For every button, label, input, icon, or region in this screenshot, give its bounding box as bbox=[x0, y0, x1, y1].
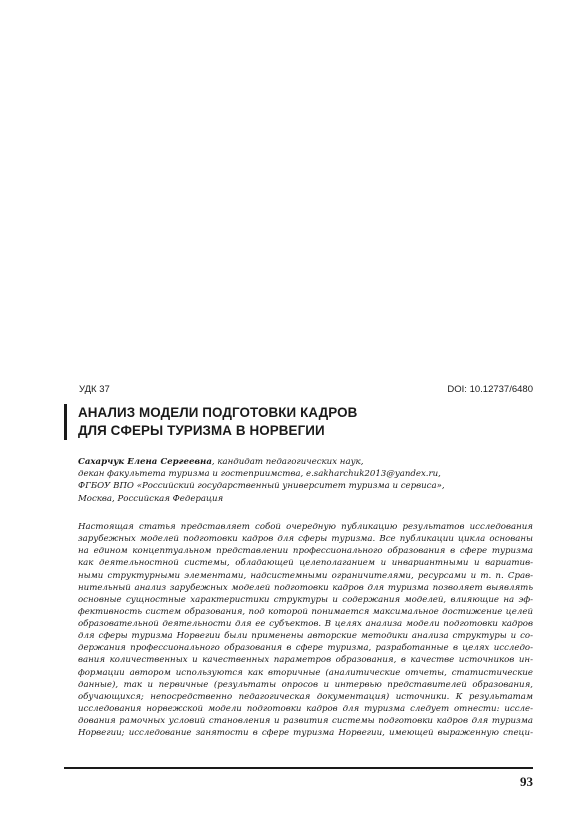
abstract-line: обучающихся; непосредственно педагогическая документация) источники. К результатам bbox=[78, 691, 533, 702]
abstract-line: Настоящая статья представляет собой очередную публикацию результатов исследования bbox=[78, 522, 533, 532]
abstract-line: Норвегии; исследование занятости в сфере туризма Норвегии, имеющей выраженную специ- bbox=[78, 728, 533, 739]
abstract-line: вания количественных и качественных параметров образования, в качестве источников ин- bbox=[78, 655, 533, 666]
abstract-line: держания профессионального образования в сфере туризма, разработанные в целях исследо- bbox=[78, 643, 533, 654]
abstract-line: для сферы туризма Норвегии были применены авторские методики анализа структуры и со- bbox=[78, 631, 533, 642]
author-block bbox=[78, 456, 538, 505]
udk-code: УДК 37 bbox=[79, 384, 110, 395]
author-affiliation-line: декан факультета туризма и гостеприимства, e.sakharchuk2013@yandex.ru, bbox=[78, 469, 441, 480]
title-accent-bar bbox=[64, 404, 67, 440]
abstract-line: образовательной деятельности для ее субъектов. В целях анализа модели подготовки кадров bbox=[78, 619, 533, 629]
abstract-line: нительный анализ зарубежных моделей подготовки кадров для туризма позволяет выявлять bbox=[78, 582, 533, 593]
abstract-line: на едином концептуальном представлении профессионального образования в сфере туризма bbox=[78, 546, 533, 557]
abstract-line: исследования норвежской модели подготовки кадров для туризма следует отнести: иссле- bbox=[78, 703, 533, 714]
author-university-line: ФГБОУ ВПО «Российский государственный университет туризма и сервиса», bbox=[78, 481, 445, 492]
abstract-line: дования рамочных условий становления и развития системы подготовки кадров для туризма bbox=[78, 716, 533, 726]
doi-identifier: DOI: 10.12737/6480 bbox=[447, 384, 533, 395]
article-title bbox=[78, 404, 498, 440]
page-number: 93 bbox=[520, 774, 533, 789]
title-line: ДЛЯ СФЕРЫ ТУРИЗМА В НОРВЕГИИ bbox=[78, 423, 325, 438]
author-location-line: Москва, Российская Федерация bbox=[78, 493, 224, 504]
footer-rule bbox=[64, 767, 533, 769]
author-degree: , кандидат педагогических наук, bbox=[211, 457, 364, 467]
title-line: АНАЛИЗ МОДЕЛИ ПОДГОТОВКИ КАДРОВ bbox=[78, 405, 358, 420]
author-name: Сахарчук Елена Сергеевна bbox=[78, 457, 212, 467]
abstract-line: зарубежных моделей подготовки кадров для сферы туризма. Все публикации цикла основаны bbox=[78, 534, 533, 545]
abstract-line: основные сущностные характеристики структуры и содержания моделей, влияющие на эф- bbox=[78, 594, 533, 605]
author-line bbox=[78, 456, 538, 468]
article-meta-row bbox=[79, 384, 533, 396]
abstract-line: ными структурными элементами, надсистемными ограничителями, ресурсами и т. п. Срав- bbox=[78, 570, 533, 581]
abstract-line: формации автором используются как вторичные (аналитические отчеты, статистические bbox=[78, 667, 533, 678]
abstract-line: фективность систем образования, под которой понимается максимальное достижение целей bbox=[78, 606, 533, 617]
abstract-line: как деятельностной системы, обладающей целеполаганием и инвариантными и вариатив- bbox=[78, 558, 533, 569]
abstract bbox=[78, 521, 533, 739]
abstract-line: данные), так и первичные (результаты опросов и интервью представителей образования, bbox=[78, 679, 533, 690]
